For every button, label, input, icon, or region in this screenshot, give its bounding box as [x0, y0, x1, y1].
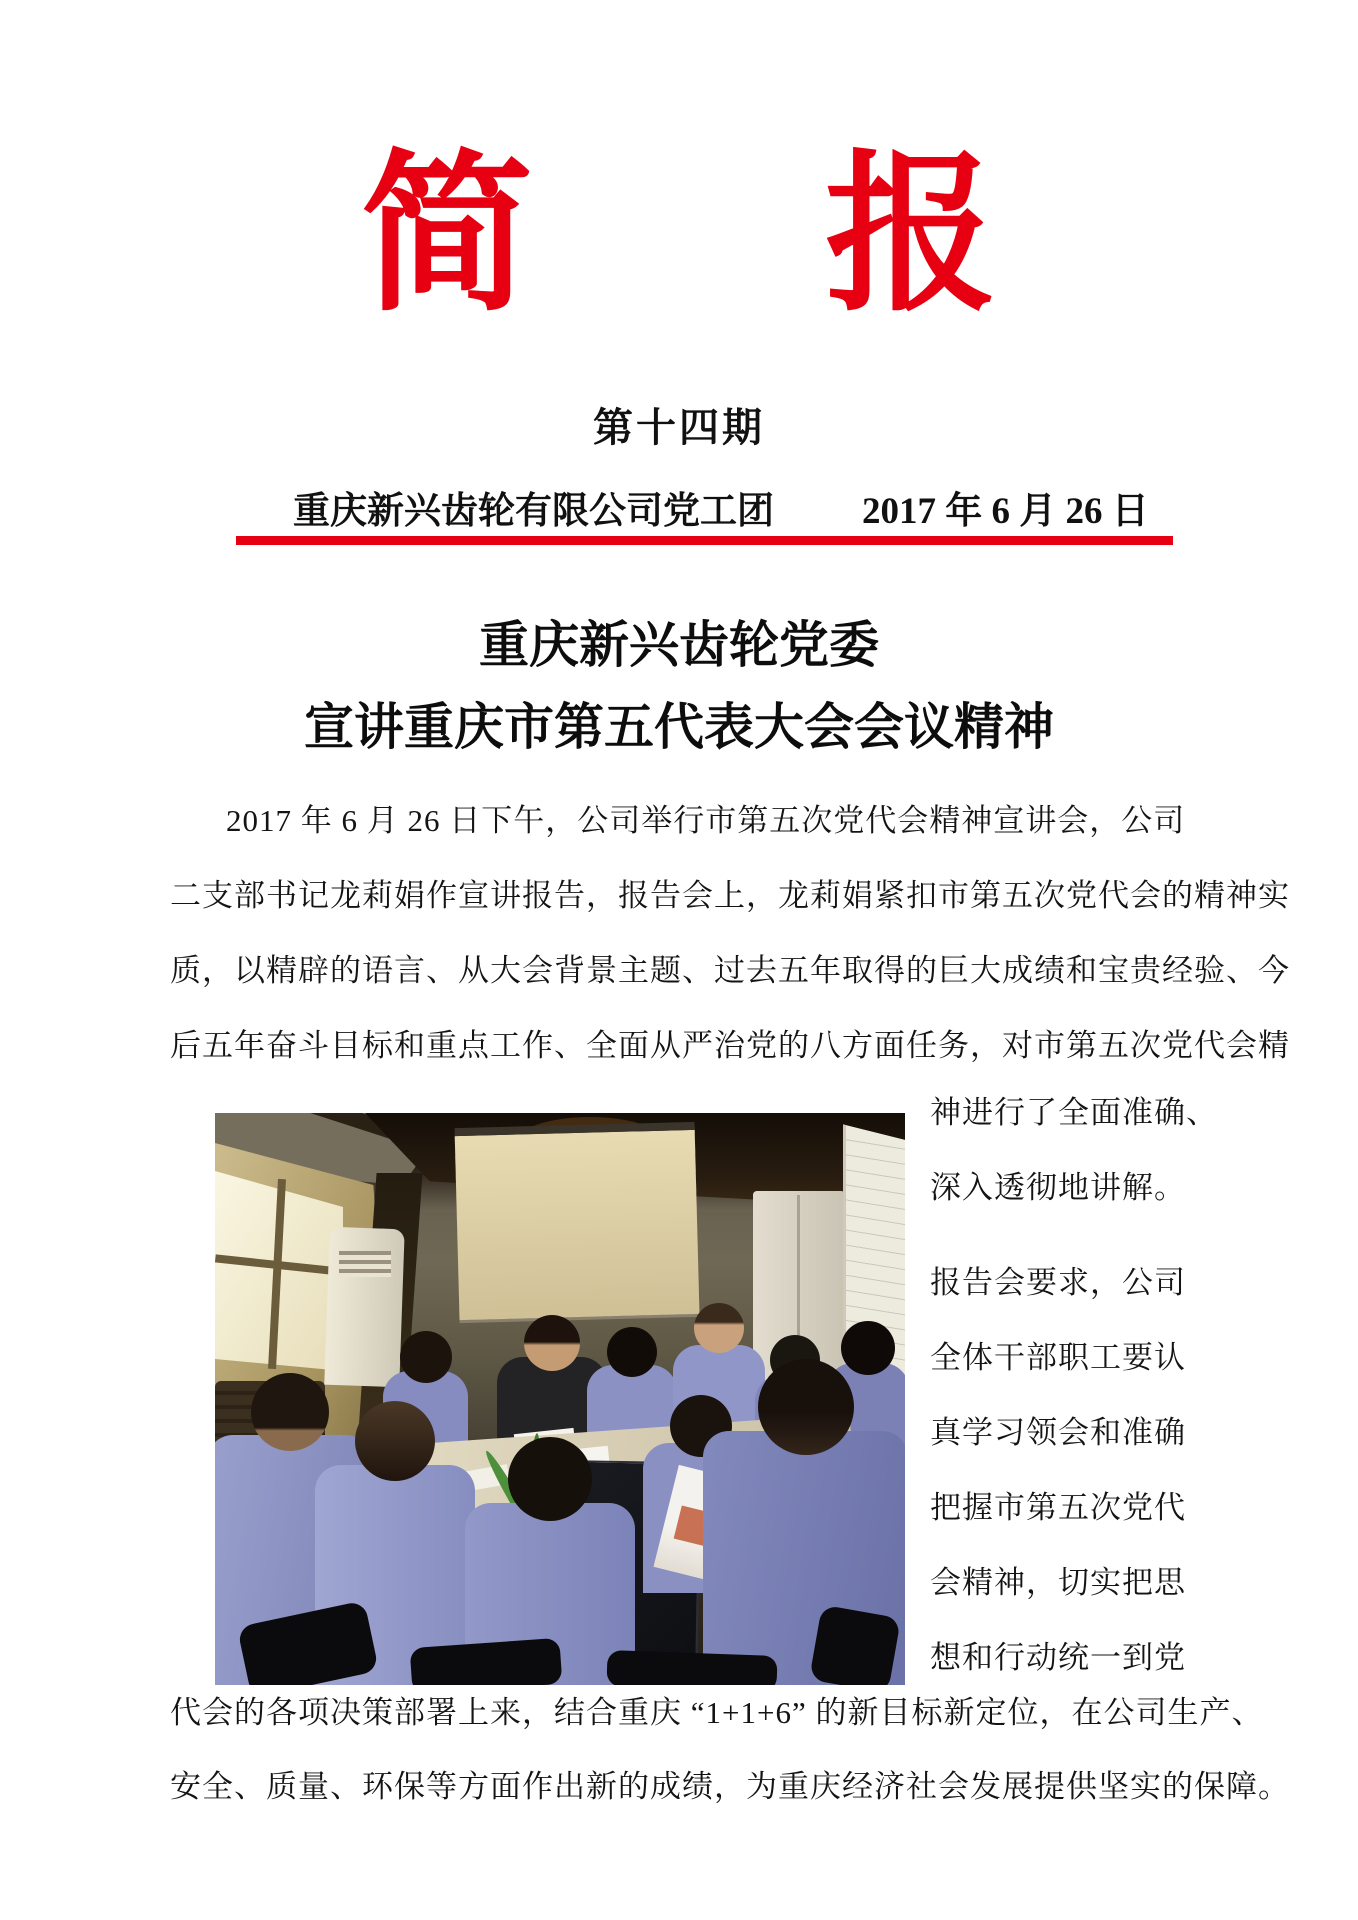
side-line: 把握市第五次党代	[930, 1490, 1186, 1525]
publisher-name: 重庆新兴齿轮有限公司党工团	[293, 491, 774, 532]
body-line: 质，以精辟的语言、从大会背景主题、过去五年取得的巨大成绩和宝贵经验、今	[170, 953, 1290, 988]
body-line: 代会的各项决策部署上来，结合重庆 “1+1+6” 的新目标新定位，在公司生产、	[170, 1695, 1264, 1730]
publish-date: 2017 年 6 月 26 日	[862, 491, 1149, 532]
body-line: 二支部书记龙莉娟作宣讲报告，报告会上，龙莉娟紧扣市第五次党代会的精神实	[170, 878, 1290, 913]
photo-ac-vent	[339, 1251, 391, 1277]
photo-projection-screen	[455, 1122, 700, 1320]
side-line: 报告会要求，公司	[930, 1265, 1186, 1300]
body-line: 后五年奋斗目标和重点工作、全面从严治党的八方面任务，对市第五次党代会精	[170, 1028, 1290, 1063]
issue-number: 第十四期	[593, 406, 765, 450]
bulletin-title-char-1: 简	[361, 132, 533, 335]
photo-chair	[809, 1605, 901, 1685]
side-line: 深入透彻地讲解。	[930, 1170, 1186, 1205]
side-line: 会精神，切实把思	[930, 1565, 1186, 1600]
bulletin-title-char-2: 报	[825, 132, 997, 335]
side-line: 神进行了全面准确、	[930, 1095, 1218, 1130]
article-title-line-1: 重庆新兴齿轮党委	[479, 617, 879, 673]
side-line: 真学习领会和准确	[930, 1415, 1186, 1450]
photo-chair	[606, 1650, 777, 1685]
side-line: 想和行动统一到党	[930, 1640, 1186, 1675]
side-line: 全体干部职工要认	[930, 1340, 1186, 1375]
masthead-divider	[236, 536, 1173, 545]
body-line: 2017 年 6 月 26 日下午，公司举行市第五次党代会精神宣讲会，公司	[226, 803, 1186, 838]
article-title-line-2: 宣讲重庆市第五代表大会会议精神	[304, 699, 1054, 755]
body-line: 安全、质量、环保等方面作出新的成绩，为重庆经济社会发展提供坚实的保障。	[170, 1769, 1290, 1804]
meeting-photo	[215, 1113, 905, 1685]
bulletin-title	[0, 132, 1358, 335]
